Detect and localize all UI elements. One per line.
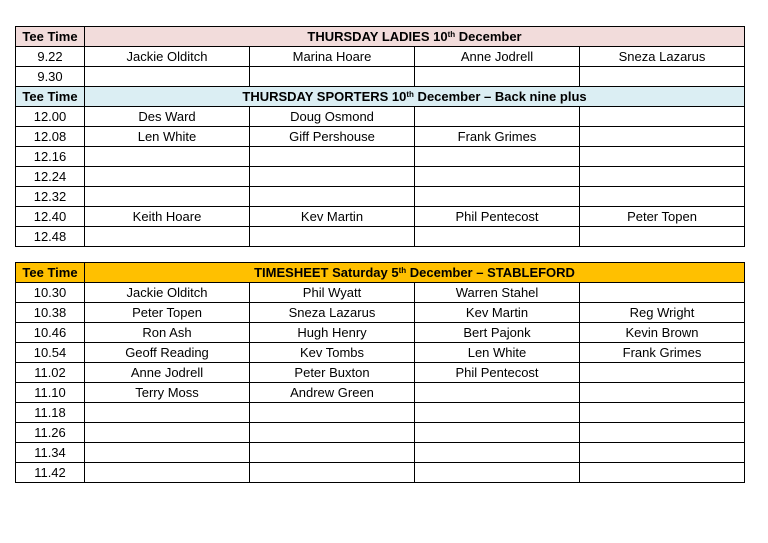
table-row — [16, 207, 745, 227]
player-cell: Jackie Olditch — [85, 47, 250, 67]
player-cell: Giff Pershouse — [250, 127, 415, 147]
tee-time-cell: 11.42 — [16, 463, 85, 483]
player-cell: Len White — [85, 127, 250, 147]
saturday-timesheet — [15, 262, 745, 483]
player-cell: Peter Topen — [580, 207, 745, 227]
player-cell: Kev Martin — [415, 303, 580, 323]
tee-time-cell: 11.10 — [16, 383, 85, 403]
player-cell — [415, 463, 580, 483]
player-cell: Ron Ash — [85, 323, 250, 343]
section-title: THURSDAY SPORTERS 10th December – Back nine plus — [85, 87, 745, 107]
player-cell — [415, 227, 580, 247]
table-row — [16, 283, 745, 303]
table-row — [16, 303, 745, 323]
player-cell: Phil Pentecost — [415, 363, 580, 383]
tee-time-header: Tee Time — [16, 87, 85, 107]
player-cell — [85, 463, 250, 483]
player-cell — [415, 187, 580, 207]
table-row — [16, 167, 745, 187]
player-cell: Reg Wright — [580, 303, 745, 323]
player-cell: Anne Jodrell — [85, 363, 250, 383]
tee-time-cell: 12.00 — [16, 107, 85, 127]
player-cell — [85, 147, 250, 167]
player-cell — [580, 363, 745, 383]
tee-time-cell: 12.16 — [16, 147, 85, 167]
tee-time-cell: 11.26 — [16, 423, 85, 443]
section-header-row — [16, 87, 745, 107]
player-cell: Kev Tombs — [250, 343, 415, 363]
section-title: TIMESHEET Saturday 5th December – STABLEFORD — [85, 263, 745, 283]
player-cell — [415, 167, 580, 187]
player-cell — [580, 127, 745, 147]
player-cell: Sneza Lazarus — [250, 303, 415, 323]
player-cell — [580, 107, 745, 127]
player-cell: Keith Hoare — [85, 207, 250, 227]
player-cell: Warren Stahel — [415, 283, 580, 303]
player-cell: Frank Grimes — [580, 343, 745, 363]
table-row — [16, 443, 745, 463]
player-cell — [580, 227, 745, 247]
player-cell — [85, 443, 250, 463]
player-cell — [250, 423, 415, 443]
player-cell: Kevin Brown — [580, 323, 745, 343]
player-cell — [85, 403, 250, 423]
player-cell — [250, 227, 415, 247]
player-cell — [85, 423, 250, 443]
player-cell: Bert Pajonk — [415, 323, 580, 343]
tee-time-cell: 10.46 — [16, 323, 85, 343]
tee-time-header: Tee Time — [16, 263, 85, 283]
player-cell — [415, 67, 580, 87]
player-cell — [580, 383, 745, 403]
table-row — [16, 67, 745, 87]
player-cell — [580, 67, 745, 87]
player-cell: Andrew Green — [250, 383, 415, 403]
section-header-row — [16, 27, 745, 47]
tee-time-cell: 9.30 — [16, 67, 85, 87]
player-cell — [250, 463, 415, 483]
player-cell: Des Ward — [85, 107, 250, 127]
tee-time-cell: 10.54 — [16, 343, 85, 363]
player-cell: Hugh Henry — [250, 323, 415, 343]
player-cell — [250, 443, 415, 463]
table-row — [16, 107, 745, 127]
player-cell: Anne Jodrell — [415, 47, 580, 67]
tee-time-cell: 12.48 — [16, 227, 85, 247]
table-row — [16, 187, 745, 207]
section-title: THURSDAY LADIES 10th December — [85, 27, 745, 47]
player-cell — [415, 107, 580, 127]
tee-time-header: Tee Time — [16, 27, 85, 47]
player-cell: Geoff Reading — [85, 343, 250, 363]
table-row — [16, 323, 745, 343]
tee-time-cell: 11.34 — [16, 443, 85, 463]
player-cell: Phil Wyatt — [250, 283, 415, 303]
table-row — [16, 47, 745, 67]
table-row — [16, 343, 745, 363]
table-row — [16, 363, 745, 383]
player-cell: Terry Moss — [85, 383, 250, 403]
player-cell: Jackie Olditch — [85, 283, 250, 303]
player-cell — [580, 443, 745, 463]
table-row — [16, 127, 745, 147]
player-cell — [250, 167, 415, 187]
player-cell — [85, 67, 250, 87]
player-cell — [250, 403, 415, 423]
table-row — [16, 463, 745, 483]
player-cell: Doug Osmond — [250, 107, 415, 127]
tee-time-cell: 10.30 — [16, 283, 85, 303]
player-cell: Marina Hoare — [250, 47, 415, 67]
player-cell — [85, 187, 250, 207]
player-cell — [580, 147, 745, 167]
player-cell — [580, 423, 745, 443]
tee-time-cell: 9.22 — [16, 47, 85, 67]
player-cell — [415, 383, 580, 403]
player-cell — [580, 283, 745, 303]
player-cell — [250, 147, 415, 167]
player-cell: Phil Pentecost — [415, 207, 580, 227]
tee-time-cell: 12.40 — [16, 207, 85, 227]
player-cell — [580, 463, 745, 483]
player-cell — [85, 167, 250, 187]
player-cell: Sneza Lazarus — [580, 47, 745, 67]
player-cell — [580, 167, 745, 187]
player-cell — [250, 67, 415, 87]
player-cell: Len White — [415, 343, 580, 363]
table-row — [16, 147, 745, 167]
tee-time-cell: 11.18 — [16, 403, 85, 423]
tee-time-cell: 12.32 — [16, 187, 85, 207]
player-cell — [580, 403, 745, 423]
table-row — [16, 227, 745, 247]
player-cell — [415, 443, 580, 463]
tee-time-cell: 12.08 — [16, 127, 85, 147]
tee-time-cell: 10.38 — [16, 303, 85, 323]
player-cell — [250, 187, 415, 207]
player-cell — [85, 227, 250, 247]
table-row — [16, 403, 745, 423]
table-row — [16, 383, 745, 403]
player-cell: Kev Martin — [250, 207, 415, 227]
player-cell: Peter Topen — [85, 303, 250, 323]
player-cell — [580, 187, 745, 207]
section-header-row — [16, 263, 745, 283]
player-cell: Peter Buxton — [250, 363, 415, 383]
player-cell — [415, 403, 580, 423]
tee-time-cell: 11.02 — [16, 363, 85, 383]
player-cell: Frank Grimes — [415, 127, 580, 147]
player-cell — [415, 423, 580, 443]
tee-time-cell: 12.24 — [16, 167, 85, 187]
thursday-tee-sheet — [15, 26, 745, 247]
table-row — [16, 423, 745, 443]
player-cell — [415, 147, 580, 167]
